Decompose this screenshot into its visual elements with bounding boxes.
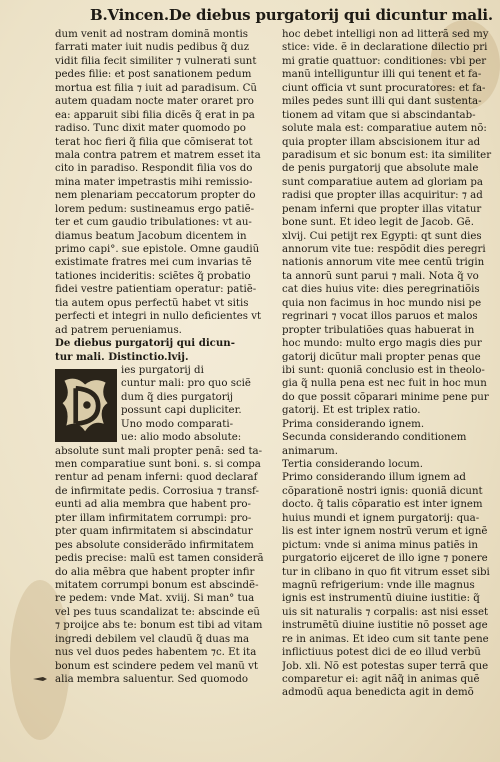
text-line: cat dies huius vite: dies peregrinatiõis: [282, 284, 480, 296]
text-line: tationes incideritis: sciẽtes q̃ probatio: [55, 270, 251, 282]
text-line: miles pedes sunt illi qui dant sustenta-: [282, 96, 482, 108]
text-line: re pedem: vnde Mat. xviij. Si man° tua: [55, 593, 255, 605]
text-line: mitatem corrumpi bonum est abscindẽ-: [55, 579, 259, 591]
text-line: primo capi°. sue epistole. Omne gaudiũ: [55, 244, 260, 255]
text-line: gatorij dicũtur mali propter penas que: [282, 351, 481, 363]
text-line: regrinari ⁊ vocat illos paruos et malos: [282, 311, 478, 323]
text-line: de penis purgatorij que absolute male: [282, 163, 479, 175]
text-line: ciunt officia vt sunt procuratores: et fa-: [282, 82, 486, 94]
text-line: paradisum et sic bonum est: ita similiter: [282, 149, 492, 161]
text-line: bonum est scindere pedem vel manũ vt: [55, 660, 258, 672]
text-line: autem quadam nocte mater oraret pro: [55, 96, 254, 108]
text-line: cõparationẽ nostri ignis: quoniã dicunt: [282, 485, 483, 497]
text-line: do que possit cõparari minime pene pur: [282, 391, 489, 403]
text-line: stice: vide. ẽ in declaratione dilectio pri: [282, 42, 488, 54]
text-line: gatorij. Et est triplex ratio.: [282, 405, 421, 417]
text-line: lorem pedum: sustineamus ergo patiẽ-: [55, 203, 255, 215]
text-line: ue: alio modo absolute:: [121, 432, 242, 444]
decorated-initial-icon: [55, 369, 117, 442]
chapter-heading: De diebus purgatorij qui dicun-: [55, 337, 235, 350]
text-line: mi gratie quattuor: conditiones: vbi per: [282, 55, 487, 67]
text-line: hoc debet intelligi non ad litterã sed my: [282, 29, 489, 40]
text-line: ibi sunt: quoniã conclusio est in theolo-: [282, 364, 485, 376]
text-line: quia non facimus in hoc mundo nisi pe: [282, 297, 482, 309]
text-line: xlvij. Cui petijt rex Egypti: qt sunt dies: [282, 230, 482, 242]
running-header: B.Vincen.De diebus purgatorij qui dicuntur mali.: [90, 6, 493, 24]
text-line: tionem ad vitam que si abscindantab-: [282, 109, 476, 121]
text-line: re in animas. Et ideo cum sit tante pene: [282, 633, 489, 645]
text-line: lis est inter ignem nostrũ verum et ignẽ: [282, 526, 488, 538]
text-line: sunt comparatiue autem ad gloriam pa: [282, 176, 483, 188]
text-line: purgatorio eijceret de illo igne ⁊ ponere: [282, 553, 488, 565]
manicule-icon: [33, 674, 47, 684]
text-line: comparetur ei: agit nãq̃ in animas quẽ: [282, 674, 480, 685]
text-line: Prima considerando ignem.: [282, 418, 425, 430]
text-line: pes absolute considerãdo infirmitatem: [55, 539, 254, 551]
text-line: pictum: vnde si anima minus patiẽs in: [282, 539, 478, 551]
text-line: uis sit naturalis ⁊ corpalis: ast nisi esset: [282, 606, 489, 618]
text-line: pter illam infirmitatem corrumpi: pro-: [55, 512, 252, 524]
text-line: inflictiuus potest dici de eo illud verbũ: [282, 647, 481, 659]
text-line: huius mundi et ignem purgatorij: qua-: [282, 512, 480, 524]
text-line: annorum vite tue: respõdit dies peregri: [282, 244, 486, 255]
text-line: tur in clibano in quo fit vitrum esset sibi: [282, 566, 490, 578]
right-column: [282, 28, 494, 700]
text-line: radiso. Tunc dixit mater quomodo po: [55, 123, 246, 135]
text-line: nem plenariam peccatorum propter do: [55, 190, 256, 202]
text-line: ta annorũ sunt parui ⁊ mali. Nota q̃ vo: [282, 270, 479, 282]
text-line: Uno modo comparati-: [121, 418, 234, 430]
text-line: Job. xli. Nõ est potestas super terrã que: [282, 660, 489, 672]
text-line: nationis annorum vite mee centũ trigin: [282, 257, 485, 269]
text-line: do alia mẽbra que habent propter infir: [55, 566, 255, 578]
text-line: quia propter illam abscisionem itur ad: [282, 136, 481, 148]
text-line: gia q̃ nulla pena est nec fuit in hoc mun: [282, 378, 487, 390]
text-line: solute mala est: comparatiue autem nõ:: [282, 123, 487, 135]
text-line: mina mater impetrastis mihi remissio-: [55, 176, 253, 188]
text-line: farrati mater iuit nudis pedibus q̃ duz: [55, 42, 250, 54]
text-line: cito in paradiso. Respondit filia vos do: [55, 163, 253, 175]
text-line: terat hoc fieri q̃ filia que cõmiserat tot: [55, 136, 253, 148]
text-line: pedis precise: malũ est tamen considerã: [55, 553, 264, 565]
text-line: mortua est filia ⁊ iuit ad paradisum. Cũ: [55, 82, 257, 94]
text-line: manũ intelliguntur illi qui tenent et fa-: [282, 69, 482, 81]
text-line: propter tribulatiões quas habuerat in: [282, 324, 475, 336]
text-line: ter et cum gaudio tribulationes: vt au-: [55, 217, 252, 229]
text-line: Secunda considerando conditionem: [282, 432, 467, 444]
text-line: eunti ad alia membra que habent pro-: [55, 499, 251, 511]
text-line: admodũ aqua benedicta agit in demõ: [282, 687, 474, 699]
text-line: bone sunt. Et ideo legit de Jacob. Gẽ.: [282, 217, 474, 229]
text-line: alia membra saluentur. Sed quomodo: [55, 674, 248, 685]
text-line: radisi que propter illas acquiritur: ⁊ ad: [282, 190, 483, 202]
text-line: ad patrem perueniamus.: [55, 324, 182, 336]
text-line: ea: apparuit sibi filia dicẽs q̃ erat in pa: [55, 109, 255, 121]
text-line: absolute sunt mali propter penã: sed ta-: [55, 445, 263, 457]
text-line: ignis est instrumentũ diuine iustitie: q̃: [282, 593, 480, 605]
text-line: men comparatiue sunt boni. s. si compa: [55, 459, 261, 470]
text-line: dum q̃ dies purgatorij: [121, 391, 234, 403]
text-line: perfecti et integri in nullo deficientes vt: [55, 311, 262, 323]
text-line: hoc mundo: multo ergo magis dies pur: [282, 338, 482, 350]
text-line: pedes filie: et post sanationem pedum: [55, 69, 252, 81]
text-line: fidei vestre patientiam operatur: patiẽ-: [55, 284, 257, 296]
left-column: [55, 28, 275, 686]
text-line: magnũ refrigerium: vnde ille magnus: [282, 579, 475, 591]
text-line: de infirmitate pedis. Corrosiua ⁊ transf-: [55, 485, 259, 497]
text-line: instrumẽtũ diuine iustitie nõ posset age: [282, 620, 488, 632]
text-line: Tertia considerando locum.: [282, 459, 423, 470]
text-line: mala contra patrem et matrem esset ita: [55, 149, 261, 161]
text-line: pter quam infirmitatem si abscindatur: [55, 526, 253, 538]
text-line: nus vel duos pedes habentem ⁊c. Et ita: [55, 647, 257, 659]
text-line: Primo considerando illum ignem ad: [282, 472, 466, 484]
text-line: animarum.: [282, 445, 338, 457]
text-line: penam inferni que propter illas vitatur: [282, 203, 482, 215]
text-line: tia autem opus perfectũ habet vt sitis: [55, 297, 249, 309]
text-line: ⁊ proijce abs te: bonum est tibi ad vitam: [55, 620, 263, 632]
text-line: dum venit ad nostram dominã montis: [55, 29, 248, 40]
text-line: possunt capi dupliciter.: [121, 405, 242, 417]
text-line: ies purgatorij di: [121, 364, 204, 376]
chapter-heading: tur mali. Distinctio.lvij.: [55, 350, 189, 363]
text-line: cuntur mali: pro quo sciẽ: [121, 378, 251, 390]
text-line: vidit filia fecit similiter ⁊ vulnerati sunt: [55, 55, 257, 67]
text-line: rentur ad penam inferni: quod declaraf: [55, 472, 258, 484]
text-line: ingredi debilem vel claudũ q̃ duas ma: [55, 633, 250, 645]
text-line: vel pes tuus scandalizat te: abscinde eũ: [55, 606, 260, 618]
text-line: diamus beatum Jacobum dicentem in: [55, 230, 247, 242]
text-line: existimate fratres mei cum invarias tẽ: [55, 257, 252, 269]
text-line: docto. q̃ talis cõparatio est inter ignem: [282, 499, 483, 511]
